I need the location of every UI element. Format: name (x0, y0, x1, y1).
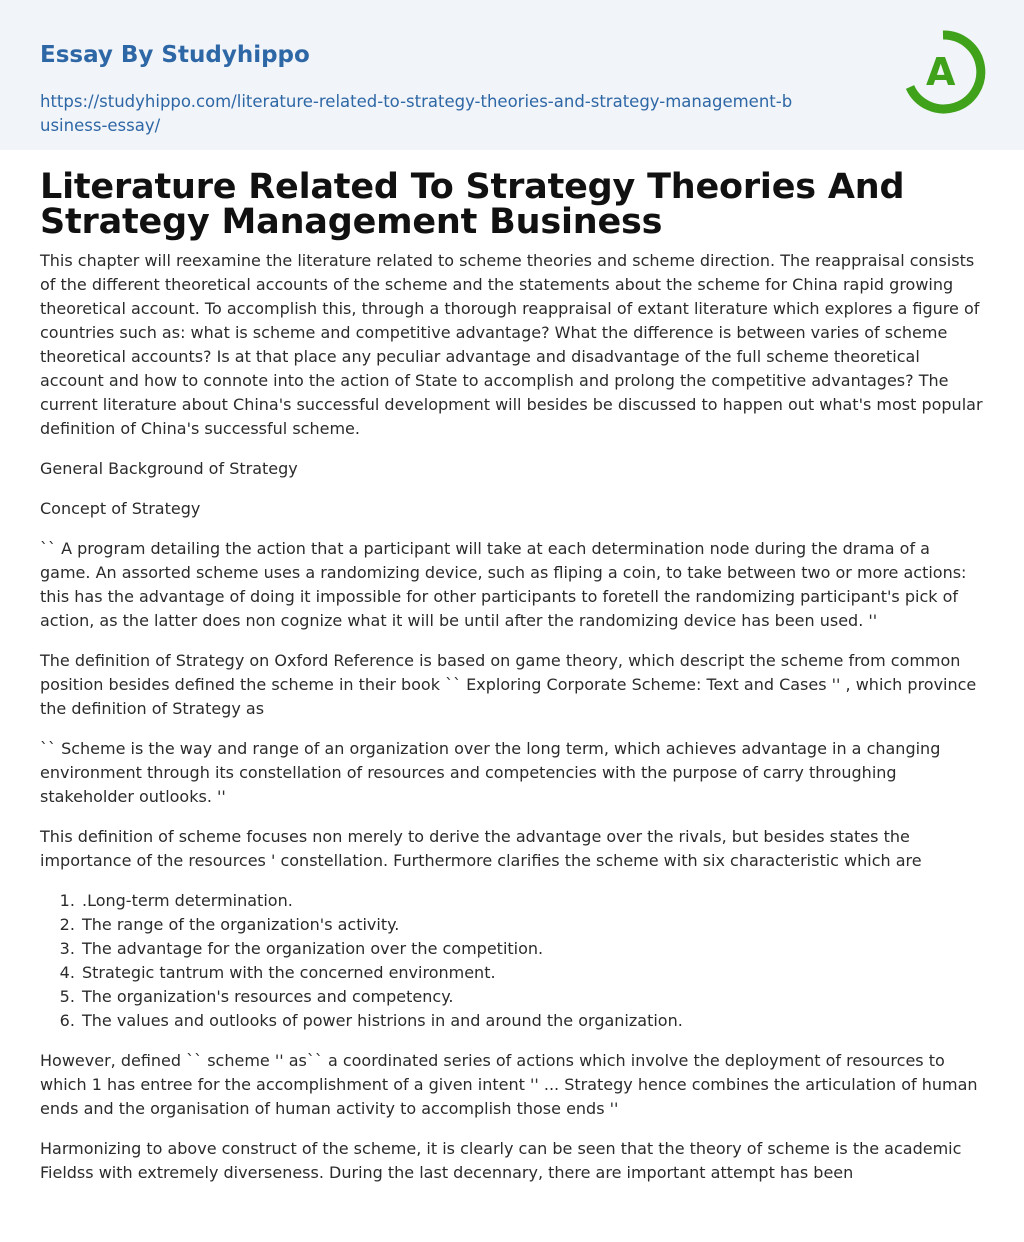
intro-paragraph: This chapter will reexamine the literature related to scheme theories and scheme direction. The reappraisal consists of the different theoretical accounts of the scheme and the statements about the scheme for China rapid growing theoretical account. To accomplish this, through a thorough reappraisal of extant literature which explores a figure of countries such as: what is scheme and competitive advantage? What the difference is between varies of scheme theoretical accounts? Is at that place any peculiar advantage and disadvantage of the full scheme theoretical account and how to connote into the action of State to accomplish and prolong the competitive advantages? The current literature about China's successful development will besides be discussed to happen out what's most popular definition of China's successful scheme. (40, 251, 983, 438)
paragraph-harmonizing: Harmonizing to above construct of the scheme, it is clearly can be seen that the theory of scheme is the academic Fieldss with extremely diverseness. During the last decennary, there are important attempt has been (40, 1139, 962, 1182)
paragraph-six-characteristics: This definition of scheme focuses non merely to derive the advantage over the rivals, but besides states the importance of the resources ' constellation. Furthermore clarifies the scheme with six characteristic which are (40, 827, 922, 870)
list-item: 4. Strategic tantrum with the concerned environment. (80, 961, 984, 985)
list-item: 3. The advantage for the organization over the competition. (80, 937, 984, 961)
quote-paragraph: `` A program detailing the action that a participant will take at each determination node during the drama of a game. An assorted scheme uses a randomizing device, such as fliping a coin, to take between two or more actions: this has the advantage of doing it impossible for other participants to foretell the randomizing participant's pick of action, as the latter does non cognize what it will be until after the randomizing device has been used. '' (40, 539, 967, 630)
brand-title[interactable]: Essay By Studyhippo (40, 42, 310, 68)
site-header (0, 0, 1024, 150)
studyhippo-logo-icon[interactable] (900, 29, 986, 115)
list-item: 6. The values and outlooks of power histrions in and around the organization. (80, 1009, 984, 1033)
paragraph-coordinated-actions: However, defined `` scheme '' as`` a coordinated series of actions which involve the deployment of resources to which 1 has entree for the accomplishment of a given intent '' ... Strategy hence combines the articulation of human ends and the organisation of human activity to accomplish those ends '' (40, 1051, 978, 1118)
list-item: 5. The organization's resources and competency. (80, 985, 984, 1009)
list-item: 2. The range of the organization's activity. (80, 913, 984, 937)
characteristics-list (40, 889, 984, 1033)
logo-letter: A (926, 50, 956, 94)
essay-url-link[interactable]: https://studyhippo.com/literature-related-to-strategy-theories-and-strategy-management-business-essay/ (40, 92, 793, 135)
section-heading-general-background: General Background of Strategy (40, 459, 298, 478)
paragraph-oxford-definition: The definition of Strategy on Oxford Reference is based on game theory, which descript the scheme from common position besides defined the scheme in their book `` Exploring Corporate Scheme: Text and Cases '' , which province the definition of Strategy as (40, 651, 977, 718)
list-item: 1. .Long-term determination. (80, 889, 984, 913)
section-heading-concept: Concept of Strategy (40, 499, 201, 518)
page-title: Literature Related To Strategy Theories And Strategy Management Business (40, 167, 905, 242)
quote-paragraph: `` Scheme is the way and range of an organization over the long term, which achieves advantage in a changing environment through its constellation of resources and competencies with the purpose of carry throughing stakeholder outlooks. '' (40, 739, 941, 806)
article-body (0, 167, 1024, 1185)
